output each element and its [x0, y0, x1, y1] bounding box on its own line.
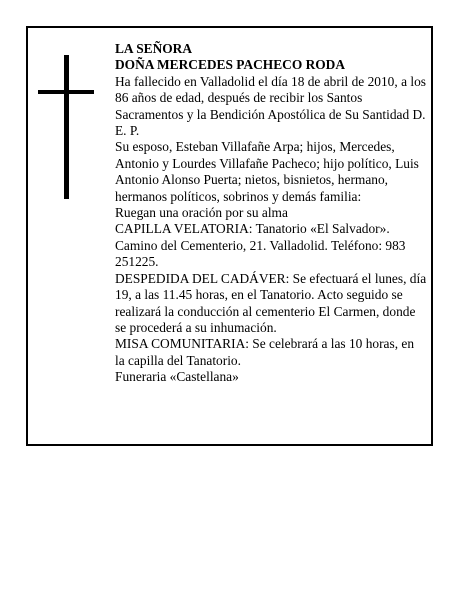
deceased-name: DOÑA MERCEDES PACHECO RODA — [115, 57, 346, 73]
latin-cross-icon — [38, 55, 94, 199]
wake-chapel-info: CAPILLA VELATORIA: Tanatorio «El Salvador». Camino del Cementerio, 21. Valladolid. Teléfono: 983 251225. — [115, 221, 406, 270]
funeral-home: Funeraria «Castellana» — [115, 369, 239, 385]
deceased-title: LA SEÑORA — [115, 41, 193, 56]
obituary-text — [115, 41, 427, 386]
death-announcement: Ha fallecido en Valladolid el día 18 de abril de 2010, a los 86 años de edad, después de recibir los Santos Sacramentos y la Bendición Apostólica de Su Santidad D. E. P. — [115, 73, 426, 139]
cross-horizontal-bar — [38, 90, 94, 94]
farewell-info: DESPEDIDA DEL CADÁVER: Se efectuará el lunes, día 19, a las 11.45 horas, en el Tanatorio. Acto seguido se realizará la conducción al cementerio El Carmen, donde se procederá a su inhumación. — [115, 270, 427, 335]
cross-vertical-bar — [64, 55, 69, 199]
obituary-notice — [26, 26, 433, 446]
prayer-request: Ruegan una oración por su alma — [115, 205, 288, 221]
family-list: Su esposo, Esteban Villafañe Arpa; hijos, Mercedes, Antonio y Lourdes Villafañe Pacheco; hijo político, Luis Antonio Alonso Puerta; nietos, bisnietos, hermano, hermanos políticos, sobrinos y demás familia: — [115, 139, 419, 204]
mass-info: MISA COMUNITARIA: Se celebrará a las 10 horas, en la capilla del Tanatorio. — [115, 336, 415, 368]
